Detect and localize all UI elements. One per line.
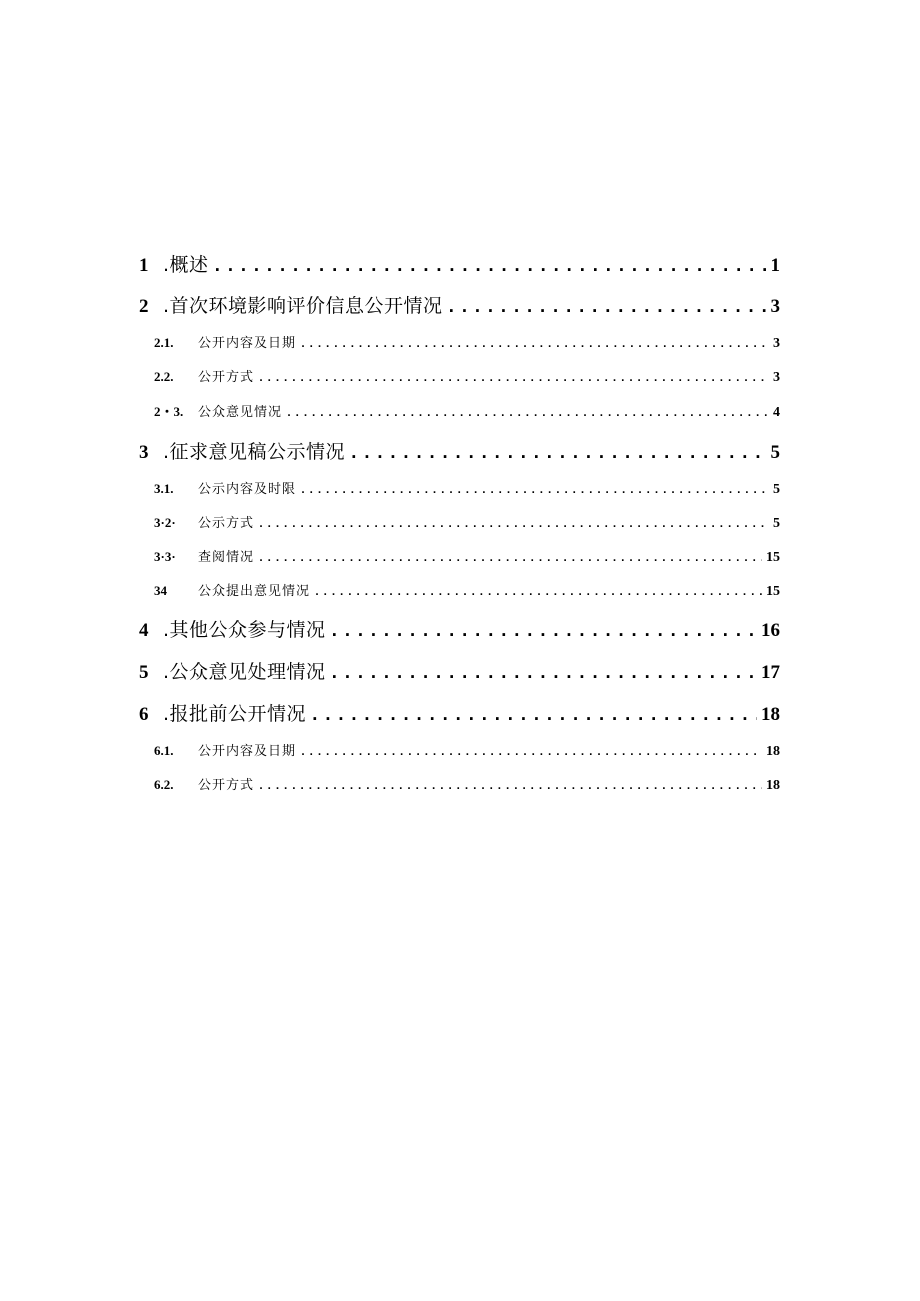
toc-entry-title: .报批前公开情况 bbox=[163, 703, 307, 725]
dot-leader bbox=[300, 340, 769, 350]
toc-entry-number: 3 bbox=[139, 442, 149, 463]
dot-leader bbox=[310, 707, 757, 723]
toc-entry-page: 3 bbox=[773, 370, 780, 385]
toc-entry-title: 公开内容及日期 bbox=[198, 336, 297, 351]
toc-entry-title: 公开方式 bbox=[198, 778, 255, 793]
toc-entry-page: 3 bbox=[770, 296, 780, 317]
dot-leader bbox=[286, 409, 769, 419]
toc-entry-number: 2.2. bbox=[154, 369, 174, 384]
dot-leader bbox=[300, 486, 769, 496]
dot-leader bbox=[314, 588, 762, 598]
dot-leader bbox=[213, 258, 767, 274]
toc-entry-title: 查阅情况 bbox=[198, 550, 255, 565]
toc-entry-number: 34 bbox=[154, 583, 167, 598]
toc-entry-6[interactable] bbox=[139, 705, 780, 724]
toc-entry-title: .概述 bbox=[163, 254, 209, 276]
toc-entry-page: 18 bbox=[766, 778, 780, 793]
dot-leader bbox=[258, 374, 769, 384]
dot-leader bbox=[330, 665, 757, 681]
toc-entry-title: 公示方式 bbox=[198, 516, 255, 531]
toc-entry-page: 18 bbox=[761, 704, 780, 725]
dot-leader bbox=[258, 782, 762, 792]
toc-entry-page: 4 bbox=[773, 405, 780, 420]
toc-entry-title: .征求意见稿公示情况 bbox=[163, 441, 346, 463]
toc-entry-page: 1 bbox=[770, 255, 780, 276]
toc-entry-page: 5 bbox=[773, 482, 780, 497]
toc-entry-page: 17 bbox=[761, 662, 780, 683]
toc-entry-number: 3·3· bbox=[154, 549, 176, 564]
toc-entry-number: 4 bbox=[139, 620, 149, 641]
toc-entry-2-1[interactable] bbox=[154, 336, 780, 351]
toc-entry-6-1[interactable] bbox=[154, 744, 780, 759]
toc-entry-number: 5 bbox=[139, 662, 149, 683]
dot-leader bbox=[330, 623, 757, 639]
toc-entry-number: 3·2· bbox=[154, 515, 176, 530]
toc-entry-3-2[interactable] bbox=[154, 516, 780, 531]
toc-entry-page: 5 bbox=[770, 442, 780, 463]
toc-entry-2-2[interactable] bbox=[154, 370, 780, 385]
toc-entry-page: 15 bbox=[766, 584, 780, 599]
toc-entry-3[interactable] bbox=[139, 443, 780, 462]
toc-entry-title: 公众意见情况 bbox=[198, 405, 283, 420]
toc-entry-page: 15 bbox=[766, 550, 780, 565]
toc-entry-title: 公示内容及时限 bbox=[198, 482, 297, 497]
toc-entry-page: 16 bbox=[761, 620, 780, 641]
toc-entry-title: 公开方式 bbox=[198, 370, 255, 385]
toc-entry-number: 2 bbox=[139, 296, 149, 317]
toc-entry-1[interactable] bbox=[139, 256, 780, 275]
toc-entry-number: 6.1. bbox=[154, 743, 174, 758]
toc-entry-3-4[interactable] bbox=[154, 584, 780, 599]
dot-leader bbox=[349, 445, 766, 461]
toc-entry-number: 1 bbox=[139, 255, 149, 276]
toc-entry-page: 18 bbox=[766, 744, 780, 759]
toc-entry-5[interactable] bbox=[139, 663, 780, 682]
dot-leader bbox=[258, 554, 762, 564]
toc-entry-title: .首次环境影响评价信息公开情况 bbox=[163, 295, 443, 317]
toc-entry-number: 2.1. bbox=[154, 335, 174, 350]
toc-entry-title: .公众意见处理情况 bbox=[163, 661, 326, 683]
toc-entry-number: 6 bbox=[139, 704, 149, 725]
toc-entry-2[interactable] bbox=[139, 297, 780, 316]
toc-entry-3-1[interactable] bbox=[154, 482, 780, 497]
toc-entry-number: 3.1. bbox=[154, 481, 174, 496]
toc-entry-number: 6.2. bbox=[154, 777, 174, 792]
toc-entry-page: 5 bbox=[773, 516, 780, 531]
toc-entry-title: 公众提出意见情况 bbox=[198, 584, 311, 599]
toc-entry-4[interactable] bbox=[139, 621, 780, 640]
toc-entry-title: .其他公众参与情况 bbox=[163, 619, 326, 641]
dot-leader bbox=[447, 299, 767, 315]
dot-leader bbox=[258, 520, 769, 530]
toc-entry-page: 3 bbox=[773, 336, 780, 351]
toc-entry-3-3[interactable] bbox=[154, 550, 780, 565]
toc-entry-number: 2・3. bbox=[154, 404, 184, 419]
toc-entry-6-2[interactable] bbox=[154, 778, 780, 793]
toc-entry-2-3[interactable] bbox=[154, 405, 780, 420]
dot-leader bbox=[300, 748, 762, 758]
toc-entry-title: 公开内容及日期 bbox=[198, 744, 297, 759]
